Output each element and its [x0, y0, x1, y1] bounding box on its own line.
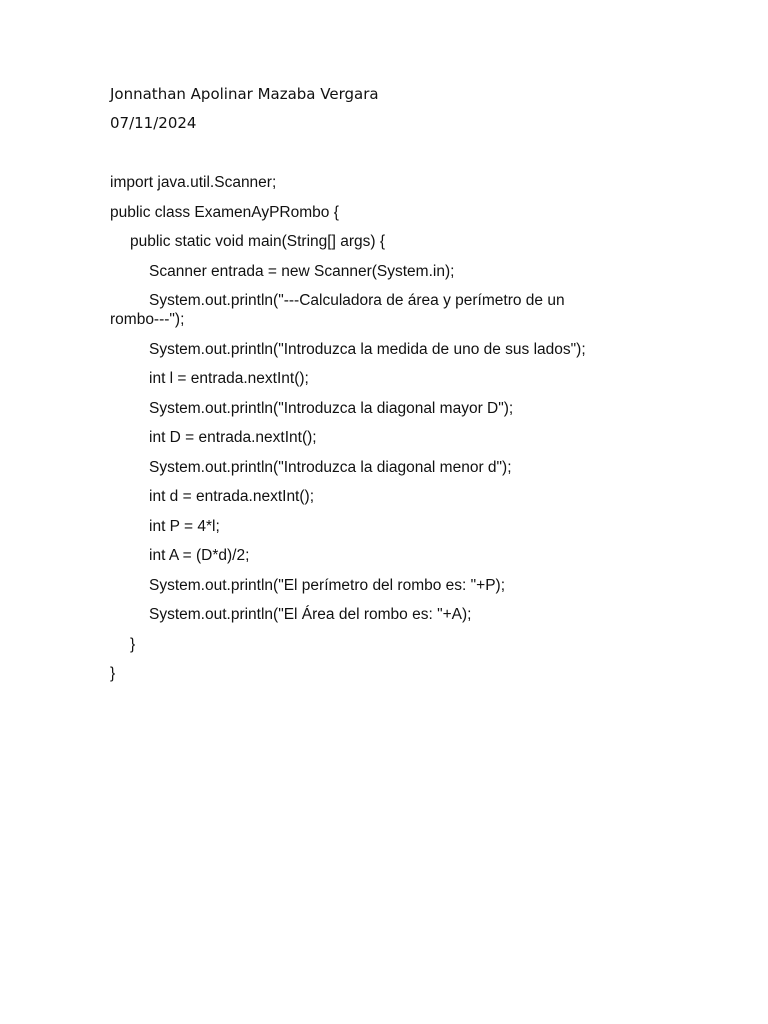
- code-read-side-line: int l = entrada.nextInt();: [149, 370, 309, 387]
- code-title-print-line: System.out.println("---Calculadora de área y perímetro de un: [149, 292, 565, 309]
- code-area-calc-line: int A = (D*d)/2;: [149, 547, 250, 564]
- code-class-declaration: public class ExamenAyPRombo {: [110, 204, 339, 221]
- code-import-line: import java.util.Scanner;: [110, 174, 277, 191]
- code-read-major-line: int D = entrada.nextInt();: [149, 429, 317, 446]
- code-main-close-brace: }: [130, 636, 136, 653]
- code-prompt-side-line: System.out.println("Introduzca la medida de uno de sus lados");: [149, 341, 586, 358]
- code-read-minor-line: int d = entrada.nextInt();: [149, 488, 314, 505]
- code-main-declaration: public static void main(String[] args) {: [130, 233, 385, 250]
- code-title-print-continuation: rombo---");: [110, 311, 185, 328]
- code-print-area-line: System.out.println("El Área del rombo es: "+A);: [149, 606, 472, 623]
- code-perimeter-calc-line: int P = 4*l;: [149, 518, 220, 535]
- code-scanner-line: Scanner entrada = new Scanner(System.in);: [149, 263, 455, 280]
- code-prompt-major-line: System.out.println("Introduzca la diagonal mayor D");: [149, 400, 514, 417]
- author-name: Jonnathan Apolinar Mazaba Vergara: [110, 85, 379, 103]
- document-date: 07/11/2024: [110, 114, 197, 132]
- code-prompt-minor-line: System.out.println("Introduzca la diagonal menor d");: [149, 459, 512, 476]
- code-class-close-brace: }: [110, 665, 116, 682]
- code-print-perimeter-line: System.out.println("El perímetro del rombo es: "+P);: [149, 577, 506, 594]
